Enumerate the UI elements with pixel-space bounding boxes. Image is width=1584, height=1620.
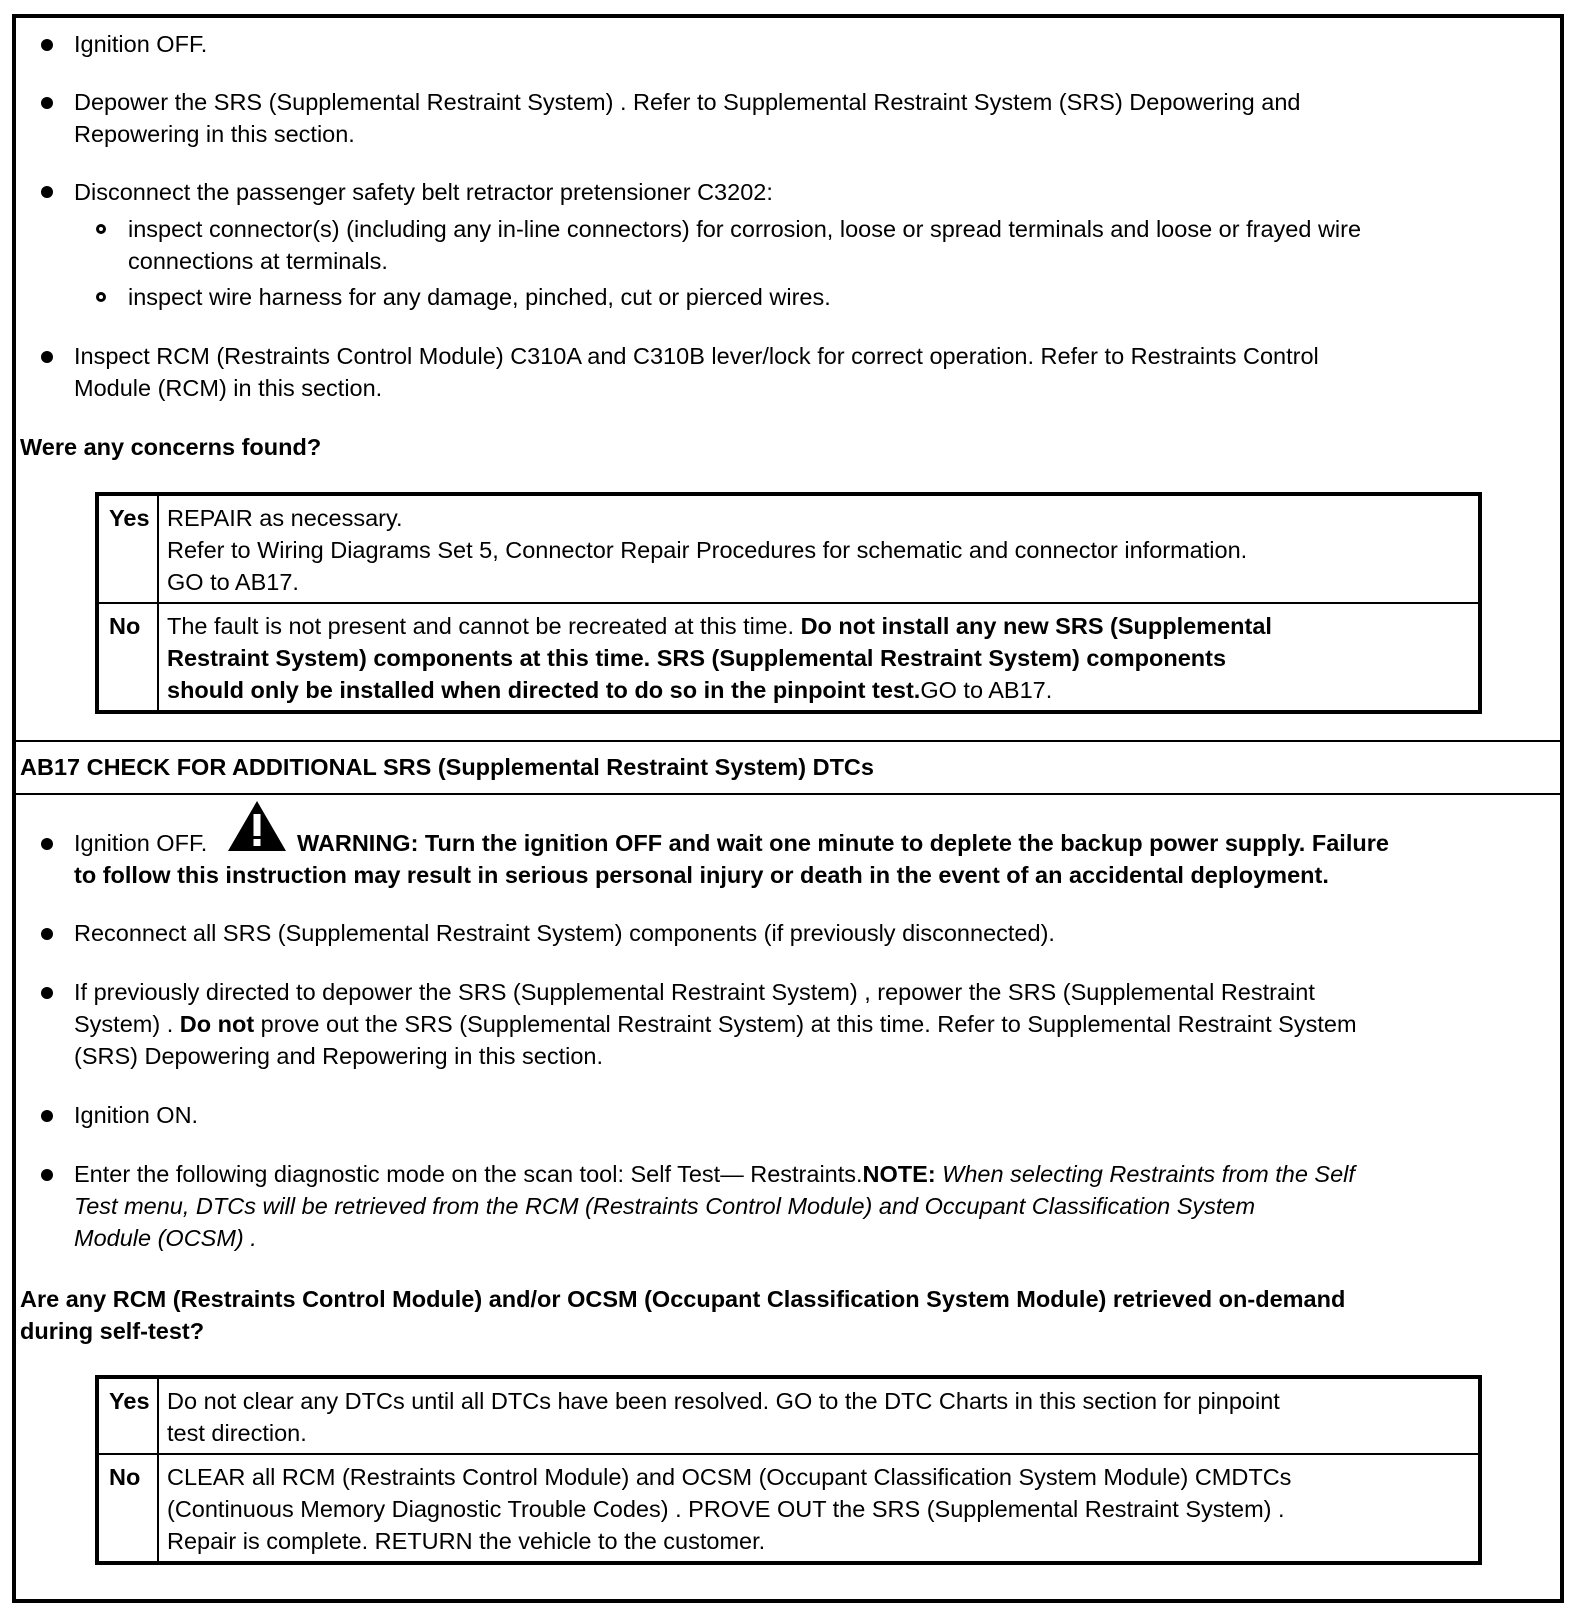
- bullet-icon: [41, 987, 53, 999]
- yes-line: Do not clear any DTCs until all DTCs have been resolved. GO to the DTC Charts in this section for pinpoint: [167, 1388, 1280, 1414]
- bullet-icon: [41, 1110, 53, 1122]
- ab17-ignition-off-text: Ignition OFF.: [74, 830, 208, 856]
- yes-line: Refer to Wiring Diagrams Set 5, Connector Repair Procedures for schematic and connector information.: [167, 537, 1248, 563]
- question-dtcs-line1: Are any RCM (Restraints Control Module) and/or OCSM (Occupant Classification System Module) retrieved on-demand: [20, 1286, 1346, 1312]
- step-disconnect: Disconnect the passenger safety belt retractor pretensioner C3202:: [74, 179, 773, 205]
- no-line: (Continuous Memory Diagnostic Trouble Codes) . PROVE OUT the SRS (Supplemental Restraint System) .: [167, 1496, 1285, 1522]
- no-line: [167, 674, 1470, 706]
- yes-label: Yes: [97, 494, 158, 603]
- yes-line: GO to AB17.: [167, 569, 299, 595]
- no-content: [158, 603, 1480, 712]
- question-concerns: Were any concerns found?: [20, 434, 322, 460]
- ab17-step-repower-line2: [74, 1008, 1357, 1040]
- repower-text-bold: Do not: [179, 1011, 255, 1037]
- repower-text: prove out the SRS (Supplemental Restraint System) at this time. Refer to Supplemental Restraint System: [254, 1011, 1357, 1037]
- bullet-icon: [41, 351, 53, 363]
- no-label: No: [97, 603, 158, 712]
- step-depower-line2: Repowering in this section.: [74, 121, 355, 147]
- no-line: [167, 610, 1470, 642]
- no-content: [158, 1454, 1480, 1563]
- yes-line: test direction.: [167, 1420, 307, 1446]
- ab17-step-reconnect: Reconnect all SRS (Supplemental Restraint System) components (if previously disconnected).: [74, 920, 1055, 946]
- ab17-step-self-test-line3: [74, 1222, 257, 1254]
- ab17-step-ignition-on: Ignition ON.: [74, 1102, 199, 1128]
- no-text-bold: Restraint System) components at this time. SRS (Supplemental Restraint System) components: [167, 645, 1227, 671]
- section-heading-ab17: AB17 CHECK FOR ADDITIONAL SRS (Supplemental Restraint System) DTCs: [20, 754, 874, 780]
- note-text: Module (OCSM) .: [74, 1225, 257, 1251]
- bullet-icon: [41, 97, 53, 109]
- bullet-icon: [41, 838, 53, 850]
- step-inspect-rcm-line2: Module (RCM) in this section.: [74, 375, 383, 401]
- yes-label: Yes: [97, 1377, 158, 1454]
- bullet-icon: [41, 39, 53, 51]
- step-depower-line1: Depower the SRS (Supplemental Restraint System) . Refer to Supplemental Restraint System (SRS) Depowering and: [74, 89, 1301, 115]
- sub-bullet-icon: [96, 292, 106, 302]
- sub-step-inspect-connectors-line2: connections at terminals.: [128, 248, 388, 274]
- no-line: CLEAR all RCM (Restraints Control Module) and OCSM (Occupant Classification System Module) CMDTCs: [167, 1464, 1292, 1490]
- no-line: [167, 642, 1470, 674]
- yes-line: REPAIR as necessary.: [167, 505, 403, 531]
- warning-triangle-icon: [226, 799, 288, 853]
- bullet-icon: [41, 1169, 53, 1181]
- sub-step-inspect-connectors-line1: inspect connector(s) (including any in-line connectors) for corrosion, loose or spread terminals and loose or frayed wire: [128, 216, 1362, 242]
- ab17-step-repower-line3: (SRS) Depowering and Repowering in this section.: [74, 1043, 604, 1069]
- section-divider-bottom: [12, 793, 1564, 795]
- no-text: The fault is not present and cannot be recreated at this time.: [167, 613, 801, 639]
- warning-text-line2: to follow this instruction may result in serious personal injury or death in the event of an accidental deployment.: [74, 862, 1329, 888]
- bullet-icon: [41, 928, 53, 940]
- yes-content: [158, 494, 1480, 603]
- ab17-step-self-test-line1: [74, 1158, 1355, 1190]
- ab17-step-ignition-off: [74, 827, 207, 859]
- table-row-no: [97, 1454, 1480, 1563]
- self-test-text: Enter the following diagnostic mode on the scan tool: Self Test— Restraints.: [74, 1161, 863, 1187]
- no-text-bold: should only be installed when directed to do so in the pinpoint test.: [167, 677, 921, 703]
- no-text-bold: Do not install any new SRS (Supplemental: [800, 613, 1272, 639]
- ab17-step-self-test-line2: [74, 1190, 1255, 1222]
- yes-content: [158, 1377, 1480, 1454]
- sub-step-inspect-harness: inspect wire harness for any damage, pinched, cut or pierced wires.: [128, 284, 831, 310]
- bullet-icon: [41, 186, 53, 198]
- note-text: When selecting Restraints from the Self: [935, 1161, 1355, 1187]
- note-text: Test menu, DTCs will be retrieved from the RCM (Restraints Control Module) and Occupant Classification System: [74, 1193, 1256, 1219]
- table-dtcs: [95, 1375, 1482, 1565]
- no-text: GO to AB17.: [920, 677, 1053, 703]
- note-label: NOTE:: [862, 1161, 936, 1187]
- question-dtcs-line2: during self-test?: [20, 1318, 205, 1344]
- step-ignition-off: Ignition OFF.: [74, 31, 208, 57]
- table-concerns: [95, 492, 1482, 714]
- table-row-yes: [97, 494, 1480, 603]
- no-label: No: [97, 1454, 158, 1563]
- table-row-no: [97, 603, 1480, 712]
- table-row-yes: [97, 1377, 1480, 1454]
- step-inspect-rcm-line1: Inspect RCM (Restraints Control Module) C310A and C310B lever/lock for correct operation. Refer to Restraints Control: [74, 343, 1319, 369]
- no-line: Repair is complete. RETURN the vehicle to the customer.: [167, 1528, 766, 1554]
- repower-text: System) .: [74, 1011, 180, 1037]
- warning-text-line1: WARNING: Turn the ignition OFF and wait one minute to deplete the backup power supply. Failure: [297, 830, 1389, 856]
- sub-bullet-icon: [96, 224, 106, 234]
- ab17-step-repower-line1: If previously directed to depower the SRS (Supplemental Restraint System) , repower the SRS (Supplemental Restraint: [74, 979, 1315, 1005]
- section-divider-top: [12, 740, 1564, 742]
